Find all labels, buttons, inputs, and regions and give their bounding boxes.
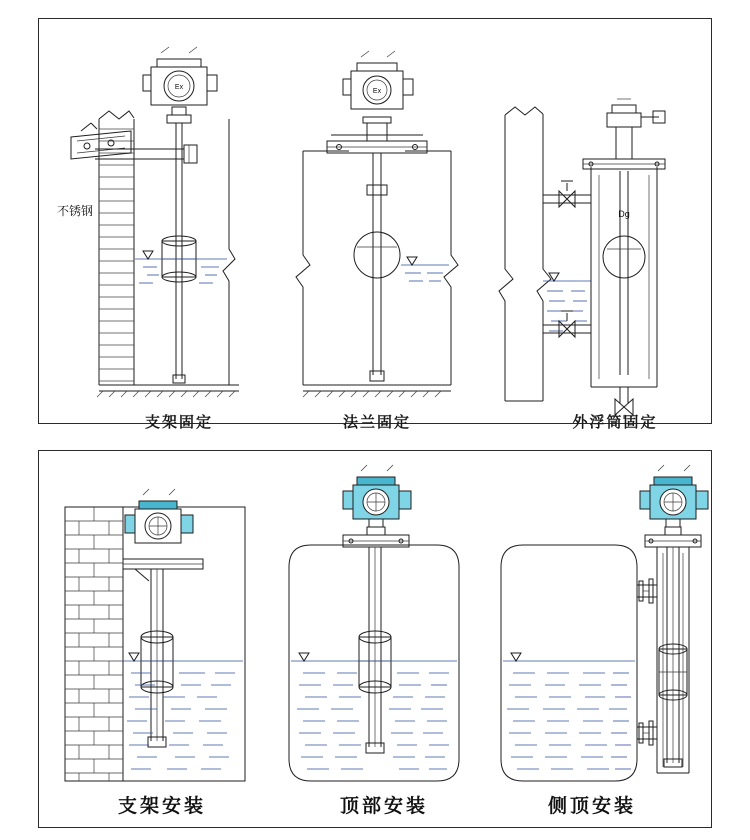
caption-bracket-fixed: 支架固定	[144, 414, 213, 431]
caption-bracket-mount: 支架安装	[117, 796, 206, 817]
figure-flange-fixed-drawing	[265, 19, 487, 423]
figure-bracket-fixed	[39, 19, 265, 423]
transmitter-head	[343, 51, 413, 109]
figure-bracket-fixed-drawing	[39, 19, 265, 423]
caption-external-chamber-fixed: 外浮筒固定	[572, 414, 658, 431]
figure-external-chamber-fixed	[487, 19, 713, 423]
caption-flange-fixed: 法兰固定	[342, 414, 411, 431]
svg-text:Ex: Ex	[174, 84, 184, 91]
figure-top-mount-drawing	[269, 451, 487, 791]
figure-bracket-mount-drawing	[39, 451, 269, 791]
stainless-steel-label: 不锈钢	[57, 204, 94, 218]
figure-top-mount	[269, 451, 487, 791]
transmitter-head	[143, 47, 217, 105]
svg-text:Ex: Ex	[372, 88, 382, 95]
caption-top-mount: 顶部安装	[339, 796, 428, 817]
chamber-diameter-label: Dg	[618, 209, 630, 219]
transmitter-head	[343, 465, 411, 527]
panel-explosion-proof-series	[38, 18, 712, 431]
caption-side-top-mount: 侧顶安装	[547, 796, 636, 817]
panel-standard-series	[38, 450, 712, 828]
transmitter-head	[125, 489, 193, 543]
figure-side-top-mount-drawing	[487, 451, 713, 791]
transmitter-head	[640, 465, 708, 527]
figure-side-top-mount	[487, 451, 713, 791]
figure-flange-fixed	[265, 19, 487, 423]
figure-external-chamber-drawing	[487, 19, 713, 423]
figure-bracket-mount	[39, 451, 269, 791]
